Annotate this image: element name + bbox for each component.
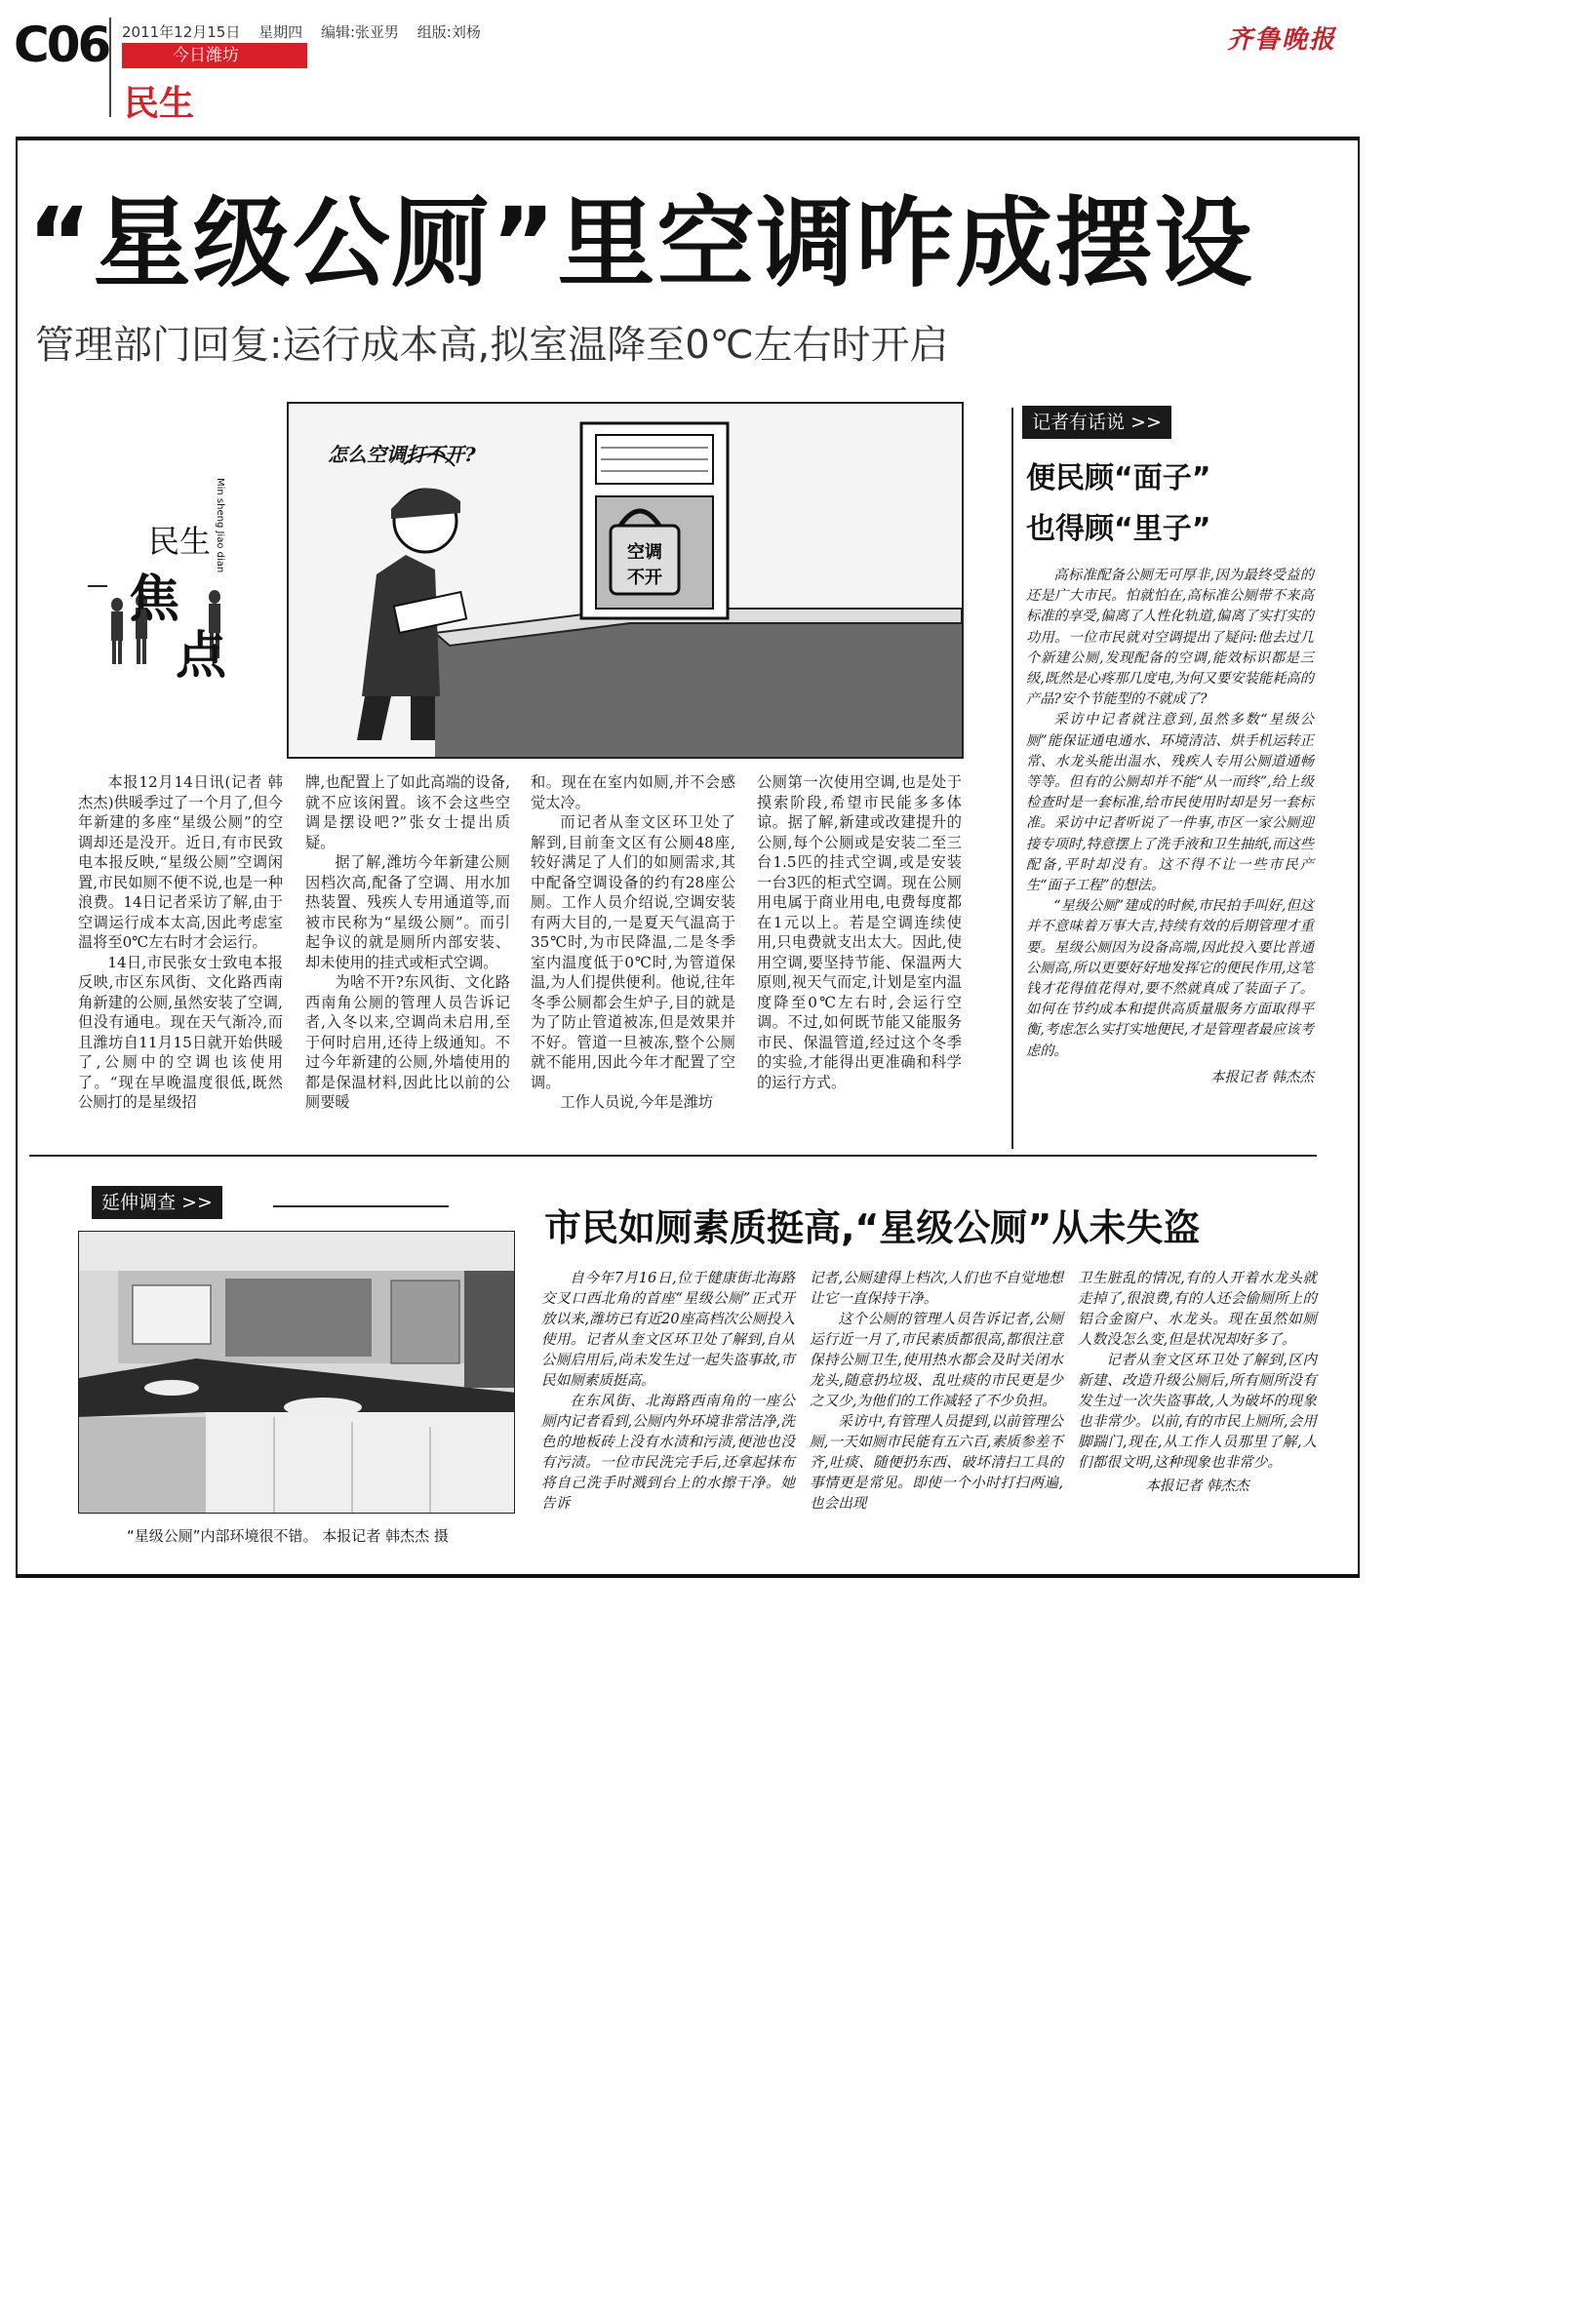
sidebar-title-line1: 便民顾“面子” (1026, 461, 1211, 495)
focus-logo (88, 478, 254, 692)
paragraph: 据了解,潍坊今年新建公厕因档次高,配备了空调、用水加热装置、残疾人专用通道等,而被市民称为“星级公厕”。而引起争议的就是厕所内部安装、却未使用的挂式或柜式空调。 (305, 853, 510, 971)
focus-pinyin: Min sheng Jiao dian (215, 478, 225, 573)
article-column-4 (757, 772, 962, 1092)
paragraph: 公厕第一次使用空调,也是处于摸索阶段,希望市民能多多体谅。据了解,新建或改建提升的公厕,每个公厕或是安装二至三台1.5匹的挂式空调,或是安装一台3匹的柜式空调。现在公厕用电属于商业用电,电费每度都在1元以上。若是空调连续使用,只电费就支出太大。因此,使用空调,要坚持节能、保温两大原则,视天气而定,计划是室内温度降至0℃左右时,会运行空调。不过,如何既节能又能服务市民、保温管道,经过这个冬季的实验,才能得出更准确和科学的运行方式。 (757, 773, 962, 1091)
photo-caption: “星级公厕”内部环境很不错。 本报记者 韩杰杰 摄 (127, 1527, 449, 1545)
paragraph: 14日,市民张女士致电本报反映,市区东风街、文化路西南角新建的公厕,虽然安装了空调,但没有通电。现在天气渐冷,而且潍坊自11月15日就开始供暖了,公厕中的空调也该使用了。“现在早晚温度很低,既然公厕打的是星级招 (78, 953, 283, 1111)
section-title: 民生 (124, 84, 195, 124)
paragraph: 高标准配备公厕无可厚非,因为最终受益的还是广大市民。怕就怕在,高标准公厕带不来高标准的享受,偏离了人性化轨道,偏离了实打实的功用。一位市民就对空调提出了疑问:他去过几个新建公厕,发现配备的空调,能效标识都是三级,既然是心疼那几度电,为何又要安装能耗高的产品?安个节能型的不就成了? (1026, 568, 1314, 708)
article-column-2 (305, 772, 510, 1113)
cartoon-speech: 怎么空调打不开? (328, 443, 476, 466)
paragraph: “星级公厕”建成的时候,市民拍手叫好,但这并不意味着万事大吉,持续有效的后期管理才重要。星级公厕因为设备高端,因此投入要比普通公厕高,所以更要好好地发挥它的便民作用,这笔钱才花得值花得对,要不然就真成了装面子了。如何在节约成本和提供高质量服务方面取得平衡,考虑怎么实打实地便民,才是管理者最应该考虑的。 (1026, 898, 1314, 1059)
extension-column-2 (810, 1268, 1063, 1514)
article-column-1 (78, 772, 283, 1113)
article-column-3 (531, 772, 735, 1113)
main-headline: “星级公厕”里空调咋成摆设 (27, 186, 1254, 300)
extension-rule (273, 1205, 449, 1207)
frame-top (16, 137, 1360, 140)
restroom-photo (78, 1231, 515, 1514)
extension-headline: 市民如厕素质挺高,“星级公厕”从未失盗 (544, 1206, 1201, 1249)
cartoon-lock-text: 空调 (627, 542, 662, 563)
extension-column-3 (1078, 1268, 1317, 1497)
header-divider (109, 18, 111, 117)
dateline (122, 21, 495, 42)
paragraph: 采访中,有管理人员提到,以前管理公厕,一天如厕市民能有五六百,素质参差不齐,吐痰、随便扔东西、破坏清扫工具的事情更是常见。即使一个小时打扫两遍,也会出现 (810, 1413, 1063, 1512)
frame-bottom (16, 1574, 1360, 1578)
cartoon-illustration (287, 402, 964, 759)
paragraph: 和。现在在室内如厕,并不会感觉太冷。 (531, 773, 735, 811)
sidebar-byline: 本报记者 韩杰杰 (1209, 1069, 1314, 1085)
sidebar-title (1026, 453, 1210, 555)
focus-label-top: 民生 (148, 523, 212, 560)
paragraph: 牌,也配置上了如此高端的设备,就不应该闲置。该不会这些空调是摆设吧?”张女士提出质疑。 (305, 773, 510, 851)
sidebar-body (1026, 566, 1314, 1088)
paragraph: 而记者从奎文区环卫处了解到,目前奎文区有公厕48座,较好满足了人们的如厕需求,其中配备空调设备的约有28座公厕。工作人员介绍说,空调安装有两大目的,一是夏天气温高于35℃时,为市民降温,二是冬季室内温度低于0℃时,为管道保温,为人们提供便利。他说,往年冬季公厕都会生炉子,目的就是为了防止管道被冻,但是效果并不好。管道一旦被冻,整个公厕就不能用,因此今年才配置了空调。 (531, 813, 735, 1091)
weekday: 星期四 (258, 23, 303, 41)
extension-byline: 本报记者 韩杰杰 (1145, 1478, 1249, 1494)
paragraph: 卫生脏乱的情况,有的人开着水龙头就走掉了,很浪费,有的人还会偷厕所上的铝合金窗户、水龙头。现在虽然如厕人数没怎么变,但是状况却好多了。 (1078, 1270, 1317, 1348)
extension-column-1 (541, 1268, 795, 1514)
focus-label-big2: 点 (176, 627, 227, 686)
paragraph: 工作人员说,今年是潍坊 (560, 1093, 714, 1111)
editor: 编辑:张亚男 (320, 23, 399, 41)
sidebar-title-line2: 也得顾“里子” (1026, 512, 1211, 546)
frame-left (16, 137, 18, 1577)
sidebar-rule (1011, 408, 1013, 1149)
today-tag: 今日潍坊 (122, 43, 307, 68)
date: 2011年12月15日 (122, 23, 241, 41)
svg-text:不开: 不开 (627, 568, 662, 588)
paragraph: 记者,公厕建得上档次,人们也不自觉地想让它一直保持干净。 (810, 1270, 1063, 1307)
section-divider (29, 1155, 1317, 1157)
paragraph: 采访中记者就注意到,虽然多数“星级公厕”能保证通电通水、环境清洁、烘手机运转正常、水龙头能出温水、残疾人专用公厕道通畅等等。但有的公厕却并不能“从一而终”,给上级检查时是一套标准,给市民使用时却是另一套标准。采访中记者听说了一件事,市区一家公厕迎接专项时,特意摆上了洗手液和卫生抽纸,而这些配备,平时却没有。这不得不让一些市民产生“面子工程”的想法。 (1026, 712, 1314, 894)
newspaper-logo: 齐鲁晚报 (1227, 25, 1337, 55)
page-number: C06 (14, 17, 109, 73)
extension-tag: 延伸调查 >> (92, 1186, 222, 1219)
frame-right (1358, 137, 1360, 1577)
paragraph: 记者从奎文区环卫处了解到,区内新建、改造升级公厕后,所有厕所没有发生过一次失盗事故,人为破坏的现象也非常少。以前,有的市民上厕所,会用脚踹门,现在,从工作人员那里了解,人们都很文明,这种现象也非常少。 (1078, 1352, 1317, 1471)
sub-headline: 管理部门回复:运行成本高,拟室温降至0℃左右时开启 (35, 323, 949, 368)
paragraph: 自今年7月16日,位于健康街北海路交叉口西北角的首座“星级公厕”正式开放以来,潍坊已有近20座高档次公厕投入使用。记者从奎文区环卫处了解到,自从公厕启用后,尚未发生过一起失盗事故,市民如厕素质挺高。 (541, 1270, 795, 1389)
paragraph: 这个公厕的管理人员告诉记者,公厕运行近一月了,市民素质都很高,都很注意保持公厕卫生,使用热水都会及时关闭水龙头,随意扔垃圾、乱吐痰的市民更是少之又少,为他们的工作减轻了不少负担。 (810, 1311, 1063, 1409)
reporter-comment-tag: 记者有话说 >> (1022, 406, 1171, 439)
paragraph: 本报12月14日讯(记者 韩杰杰)供暖季过了一个月了,但今年新建的多座“星级公厕”的空调却还是没开。近日,有市民致电本报反映,“星级公厕”空调闲置,市民如厕不便不说,也是一种浪费。14日记者采访了解,由于空调运行成本太高,因此考虑室温将至0℃左右时才会运行。 (78, 773, 283, 951)
paragraph: 在东风街、北海路西南角的一座公厕内记者看到,公厕内外环境非常洁净,洗色的地板砖上没有水渍和污渍,便池也没有污渍。一位市民洗完手后,还拿起抹布将自己洗手时溅到台上的水擦干净。她告诉 (541, 1393, 795, 1512)
focus-label-big1: 焦 (129, 571, 180, 629)
paragraph: 为啥不开?东风街、文化路西南角公厕的管理人员告诉记者,入冬以来,空调尚未启用,至于何时启用,还待上级通知。不过今年新建的公厕,外墙使用的都是保温材料,因此比以前的公厕要暖 (305, 973, 510, 1111)
layout-credit: 组版:刘杨 (416, 23, 481, 41)
